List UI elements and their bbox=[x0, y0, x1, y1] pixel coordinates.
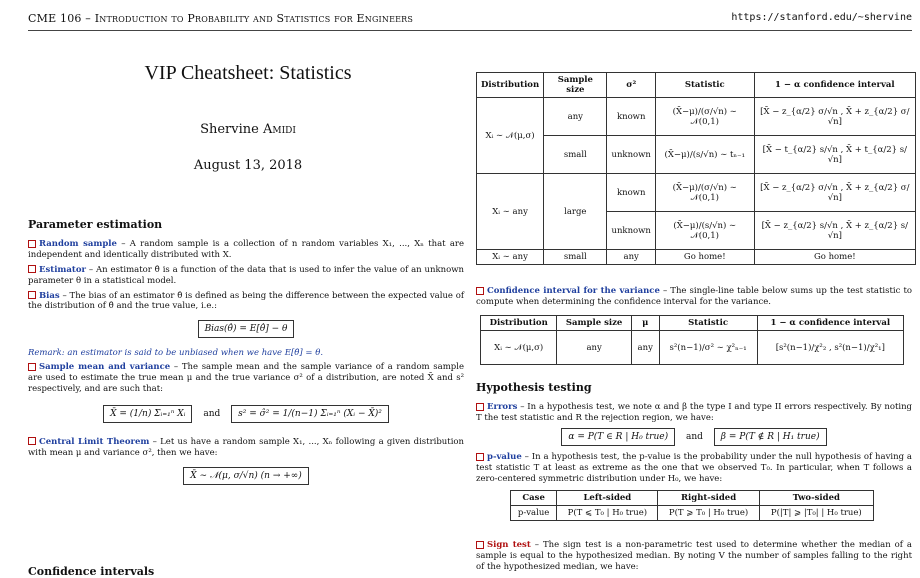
bullet-icon bbox=[476, 403, 484, 411]
header-rule bbox=[28, 30, 912, 31]
course-header: CME 106 – Introduction to Probability and Statistics for Engineers bbox=[28, 12, 414, 25]
col-header: Sample size bbox=[557, 316, 631, 331]
random-sample-para: Random sample – A random sample is a collection of n random variables X₁, ..., Xₙ that are independent and identically distributed with X. bbox=[28, 239, 464, 260]
bullet-icon bbox=[28, 265, 36, 273]
col-header: Case bbox=[511, 491, 557, 506]
errors-para: Errors – In a hypothesis test, we note α and β the type I and type II errors respectively. By noting T the test statistic and R the rejection region, we have: bbox=[476, 402, 912, 423]
col-header: Statistic bbox=[659, 316, 757, 331]
variance-formula: s² = σ̂² = 1/(n−1) Σᵢ₌₁ⁿ (Xᵢ − X̄)² bbox=[231, 405, 389, 423]
doc-author: Shervine Amidi bbox=[200, 122, 296, 137]
clt-formula: X̄ ∼ 𝒩(μ, σ/√n) (n → +∞) bbox=[183, 467, 309, 485]
bullet-icon bbox=[476, 287, 484, 295]
col-header: Two-sided bbox=[759, 491, 873, 506]
alpha-formula: α = P(T ∈ R | H₀ true) bbox=[561, 428, 675, 446]
left-column: Parameter estimation Random sample – A random sample is a collection of n random variables X₁, ..., Xₙ that are independent and identically distributed with X. Estimator – An estimator θ̂ is a function of the data that is used to infer the value of an unknown parameter θ in a statistical model. Bias – The bias of an estimator θ̂ is defined as being the difference between the expected value of the distribution of θ̂ and the true value, i.e.: Bias(θ̂) = E[θ̂] − θ Remark: an estimator is said to be unbiased when we have E[θ̂] = θ. Sample mean and variance – The sample mean and the sample variance of a random sample are used to estimate the true mean μ and the true variance σ² of a distribution, are noted X̄ and s² respectively, and are such that: X̄ = (1/n) Σᵢ₌₁ⁿ Xᵢ and s² = σ̂² = 1/(n−1) Σᵢ₌₁ⁿ (Xᵢ − X̄)² Central Limit Theorem – Let us have a random sample X₁, ..., Xₙ following a given distribution with mean μ and variance σ², then we have: X̄ ∼ 𝒩(μ, σ/√n) (n → +∞) bbox=[28, 218, 464, 485]
section-heading: Confidence intervals bbox=[28, 565, 155, 578]
clt-para: Central Limit Theorem – Let us have a random sample X₁, ..., Xₙ following a given distribution with mean μ and variance σ², then we have: bbox=[28, 436, 465, 458]
col-header: 1 − α confidence interval bbox=[757, 316, 903, 331]
col-header: σ² bbox=[607, 73, 655, 98]
ci-mean-table bbox=[476, 72, 916, 265]
bullet-icon bbox=[476, 541, 484, 549]
estimator-para: Estimator – An estimator θ̂ is a function of the data that is used to infer the value of an unknown parameter θ in a statistical model. bbox=[28, 264, 464, 286]
col-header: Statistic bbox=[655, 73, 754, 98]
bullet-icon bbox=[476, 453, 484, 461]
sample-mean-para: Sample mean and variance – The sample mean and the sample variance of a random sample are used to estimate the true mean μ and the true variance σ² of a distribution, are noted X̄ and s² respectively, and are such that: bbox=[28, 362, 464, 394]
col-header: Sample size bbox=[544, 73, 607, 98]
remark: Remark: an estimator is said to be unbiased when we have E[θ̂] = θ. bbox=[28, 348, 324, 359]
course-title: Introduction to Probability and Statistics for Engineers bbox=[94, 12, 414, 25]
section-heading: Parameter estimation bbox=[28, 218, 163, 231]
col-header: Distribution bbox=[477, 73, 544, 98]
col-header: Left-sided bbox=[557, 491, 658, 506]
sign-test-para: Sign test – The sign test is a non-parametric test used to determine whether the median of a sample is equal to the hypothesized median. By noting V the number of samples falling to the right of the hypothesized median, we have: bbox=[476, 540, 912, 572]
bullet-icon bbox=[28, 240, 36, 248]
mean-formula: X̄ = (1/n) Σᵢ₌₁ⁿ Xᵢ bbox=[103, 405, 192, 423]
bullet-icon bbox=[28, 363, 36, 371]
col-header: Distribution bbox=[481, 316, 557, 331]
section-heading: Hypothesis testing bbox=[476, 381, 592, 394]
table-row: Xᵢ ∼ 𝒩(μ,σ) any known (X̄−μ)/(σ/√n) ∼ 𝒩(0,1) [X̄ − z_{α/2} σ/√n , X̄ + z_{α/2} σ/√n] bbox=[477, 98, 916, 136]
ci-variance-table bbox=[480, 315, 904, 365]
bias-para: Bias – The bias of an estimator θ̂ is defined as being the difference between the expected value of the distribution of θ̂ and the true value, i.e.: bbox=[28, 290, 464, 312]
pvalue-table bbox=[510, 490, 874, 521]
table-row: p-value P(T ⩽ T₀ | H₀ true) P(T ⩾ T₀ | H₀ true) P(|T| ⩾ |T₀| | H₀ true) bbox=[511, 506, 874, 521]
table-row: Xᵢ ∼ 𝒩(μ,σ) any any s²(n−1)/σ² ∼ χ²ₙ₋₁ [s²(n−1)/χ²₂ , s²(n−1)/χ²₁] bbox=[481, 331, 904, 365]
table-row: small unknown (X̄−μ)/(s/√n) ∼ tₙ₋₁ [X̄ − t_{α/2} s/√n , X̄ + t_{α/2} s/√n] bbox=[477, 136, 916, 174]
col-header: Right-sided bbox=[658, 491, 759, 506]
ci-variance-para: Confidence interval for the variance – The single-line table below sums up the test statistic to compute when determining the confidence interval for the variance. bbox=[476, 286, 912, 307]
bullet-icon bbox=[28, 291, 36, 299]
pvalue-para: p-value – In a hypothesis test, the p-value is the probability under the null hypothesis of having a test statistic T at least as extreme as the one that we observed T₀. In particular, when T follows a zero-centered symmetric distribution under H₀, we have: bbox=[476, 452, 912, 484]
bullet-icon bbox=[28, 437, 36, 445]
table-row: Xᵢ ∼ any small any Go home! Go home! bbox=[477, 250, 916, 265]
col-header: 1 − α confidence interval bbox=[754, 73, 915, 98]
beta-formula: β = P(T ∉ R | H₁ true) bbox=[714, 428, 827, 446]
table-row: Xᵢ ∼ any large known (X̄−μ)/(σ/√n) ∼ 𝒩(0,1) [X̄ − z_{α/2} σ/√n , X̄ + z_{α/2} σ/√n] bbox=[477, 174, 916, 212]
doc-title: VIP Cheatsheet: Statistics bbox=[144, 62, 352, 84]
header-url[interactable]: https://stanford.edu/~shervine bbox=[731, 12, 912, 23]
doc-date: August 13, 2018 bbox=[193, 158, 303, 173]
table-row: unknown (X̄−μ)/(s/√n) ∼ 𝒩(0,1) [X̄ − z_{α/2} s/√n , X̄ + z_{α/2} s/√n] bbox=[477, 212, 916, 250]
bias-formula: Bias(θ̂) = E[θ̂] − θ bbox=[198, 320, 295, 338]
col-header: μ bbox=[631, 316, 659, 331]
